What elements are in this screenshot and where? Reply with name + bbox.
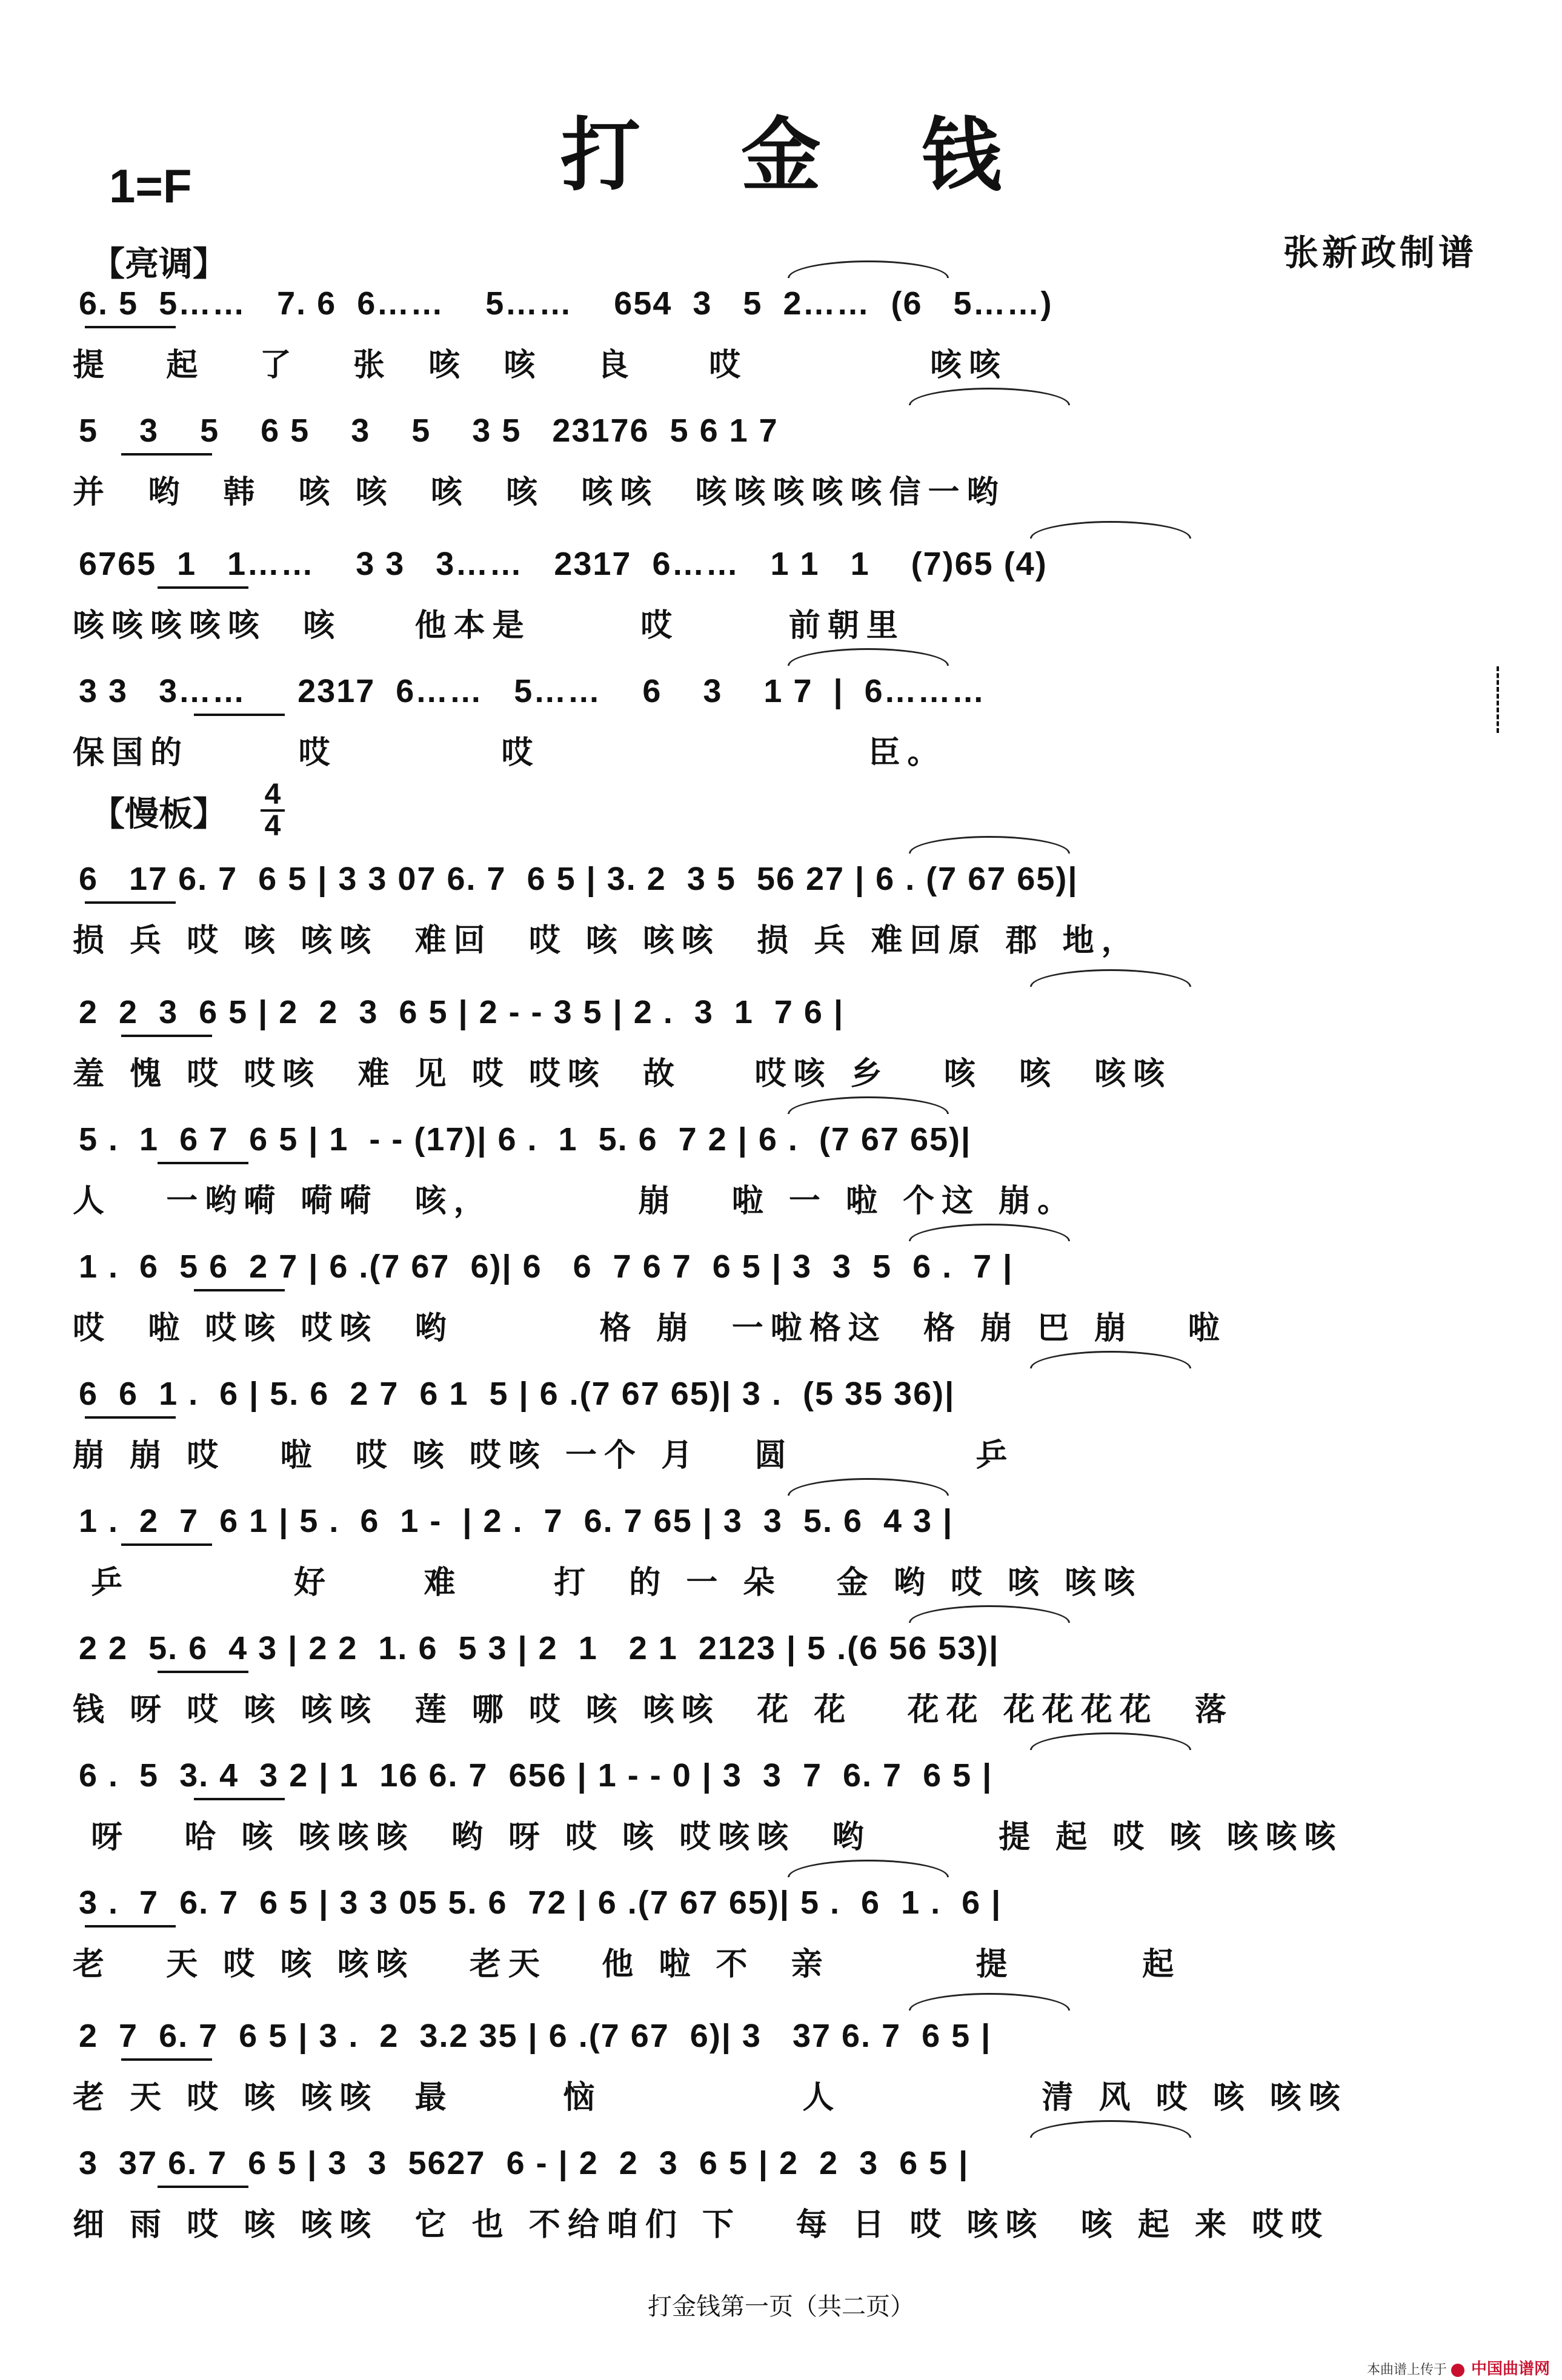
notation-line: 1 . 2 7 6 1 | 5 . 6 1 - | 2 . 7 6. 7 65 | 3 3 5. 6 4 3 |	[79, 1503, 954, 1539]
duration-underline	[121, 453, 212, 456]
slur-mark	[909, 836, 1070, 854]
slur-mark	[788, 648, 949, 666]
slur-mark	[909, 1993, 1070, 2010]
slur-mark	[788, 1096, 949, 1114]
slur-mark	[1030, 1351, 1191, 1368]
lyric-line: 提 起 了 张 咳 咳 良 哎 咳咳	[73, 346, 1008, 383]
lyric-line: 人 一哟嗬 嗬嗬 咳， 崩 啦 一 啦 个这 崩。	[73, 1182, 1077, 1219]
duration-underline	[121, 1543, 212, 1546]
duration-underline	[194, 714, 285, 716]
page-title: 打 金 钱	[560, 108, 1038, 202]
notation-line: 5 . 1 6 7 6 5 | 1 - - (17)| 6 . 1 5. 6 7 2 | 6 . (7 67 65)|	[79, 1121, 972, 1158]
slur-mark	[909, 388, 1070, 405]
duration-underline	[121, 2058, 212, 2061]
slur-mark	[909, 1224, 1070, 1241]
notation-line: 3 3 3…… 2317 6…… 5…… 6 3 1 7 | 6………	[79, 673, 986, 709]
section-end-barline	[1497, 666, 1499, 733]
watermark-prefix: 本曲谱上传于	[1366, 2362, 1447, 2378]
slur-mark	[1030, 2120, 1191, 2138]
notation-line: 3 . 7 6. 7 6 5 | 3 3 05 5. 6 72 | 6 .(7 67 65)| 5 . 6 1 . 6 |	[79, 1884, 1002, 1921]
duration-underline	[121, 1035, 212, 1037]
watermark	[1367, 2356, 1550, 2379]
notation-line: 1 . 6 5 6 2 7 | 6 .(7 67 6)| 6 6 7 6 7 6 5 | 3 3 5 6 . 7 |	[79, 1248, 1014, 1285]
notation-line: 6. 5 5…… 7. 6 6…… 5…… 654 3 5 2…… (6 5……)	[79, 285, 1053, 322]
key-signature: 1=F	[109, 159, 192, 213]
section-label-manban: 【慢板】	[91, 794, 227, 834]
notation-line: 6765 1 1…… 3 3 3…… 2317 6…… 1 1 1 (7)65 (4)	[79, 546, 1048, 582]
slur-mark	[788, 260, 949, 278]
time-signature-top: 4	[264, 778, 281, 810]
lyric-line: 老 天 哎 咳 咳咳 老天 他 啦 不 亲 提 起	[73, 1946, 1181, 1983]
notation-line: 6 6 1 . 6 | 5. 6 2 7 6 1 5 | 6 .(7 67 65)| 3 . (5 35 36)|	[79, 1376, 955, 1412]
lyric-line: 崩 崩 哎 啦 哎 咳 哎咳 一个 月 圆 乒	[73, 1437, 1015, 1474]
lyric-line: 并 哟 韩 咳 咳 咳 咳 咳咳 咳咳咳咳咳信一哟	[73, 474, 1006, 511]
lyric-line: 咳咳咳咳咳 咳 他本是 哎 前朝里	[73, 607, 905, 644]
duration-underline	[158, 2186, 248, 2188]
notation-line: 2 2 3 6 5 | 2 2 3 6 5 | 2 - - 3 5 | 2 . 3 1 7 6 |	[79, 994, 845, 1030]
notation-line: 3 37 6. 7 6 5 | 3 3 5627 6 - | 2 2 3 6 5 | 2 2 3 6 5 |	[79, 2145, 969, 2181]
lyric-line: 呀 哈 咳 咳咳咳 哟 呀 哎 咳 哎咳咳 哟 提 起 哎 咳 咳咳咳	[73, 1818, 1343, 1855]
notation-line: 6 . 5 3. 4 3 2 | 1 16 6. 7 656 | 1 - - 0 | 3 3 7 6. 7 6 5 |	[79, 1757, 993, 1794]
slur-mark	[1030, 1732, 1191, 1750]
notation-line: 5 3 5 6 5 3 5 3 5 23176 5 6 1 7	[79, 413, 779, 449]
duration-underline	[194, 1289, 285, 1291]
duration-underline	[85, 1416, 176, 1419]
lyric-line: 老 天 哎 咳 咳咳 最 恼 人 清 风 哎 咳 咳咳	[73, 2079, 1348, 2116]
slur-mark	[909, 1605, 1070, 1623]
time-signature-bottom: 4	[264, 810, 281, 842]
slur-mark	[1030, 521, 1191, 539]
slur-mark	[1030, 969, 1191, 987]
duration-underline	[85, 326, 176, 328]
page-footer: 打金钱第一页（共二页）	[648, 2293, 914, 2321]
lyric-line: 钱 呀 哎 咳 咳咳 莲 哪 哎 咳 咳咳 花 花 花花 花花花花 落	[73, 1691, 1234, 1728]
duration-underline	[85, 1925, 176, 1928]
slur-mark	[788, 1860, 949, 1877]
duration-underline	[158, 1162, 248, 1164]
duration-underline	[158, 1671, 248, 1673]
duration-underline	[85, 901, 176, 904]
lyric-line: 损 兵 哎 咳 咳咳 难回 哎 咳 咳咳 损 兵 难回原 郡 地，	[73, 922, 1140, 959]
notation-line: 6 17 6. 7 6 5 | 3 3 07 6. 7 6 5 | 3. 2 3 5 56 27 | 6 . (7 67 65)|	[79, 861, 1078, 897]
duration-underline	[158, 586, 248, 589]
lyric-line: 哎 啦 哎咳 哎咳 哟 格 崩 一啦格这 格 崩 巴 崩 啦	[73, 1310, 1227, 1347]
composer: 张新政制谱	[1283, 232, 1477, 273]
site-logo-icon	[1451, 2364, 1464, 2377]
lyric-line: 保国的 哎 哎 臣。	[73, 734, 946, 771]
notation-line: 2 2 5. 6 4 3 | 2 2 1. 6 5 3 | 2 1 2 1 2123 | 5 .(6 56 53)|	[79, 1630, 1000, 1666]
duration-underline	[194, 1798, 285, 1800]
slur-mark	[788, 1478, 949, 1496]
time-signature	[261, 778, 285, 842]
lyric-line: 细 雨 哎 咳 咳咳 它 也 不给咱们 下 每 日 哎 咳咳 咳 起 来 哎哎	[73, 2206, 1330, 2243]
lyric-line: 乒 好 难 打 的 一 朵 金 哟 哎 咳 咳咳	[73, 1564, 1143, 1601]
section-label-liangdiao: 【亮调】	[91, 244, 227, 284]
watermark-brand: 中国曲谱网	[1471, 2360, 1550, 2378]
notation-line: 2 7 6. 7 6 5 | 3 . 2 3.2 35 | 6 .(7 67 6)| 3 37 6. 7 6 5 |	[79, 2018, 992, 2054]
lyric-line: 羞 愧 哎 哎咳 难 见 哎 哎咳 故 哎咳 乡 咳 咳 咳咳	[73, 1055, 1172, 1092]
